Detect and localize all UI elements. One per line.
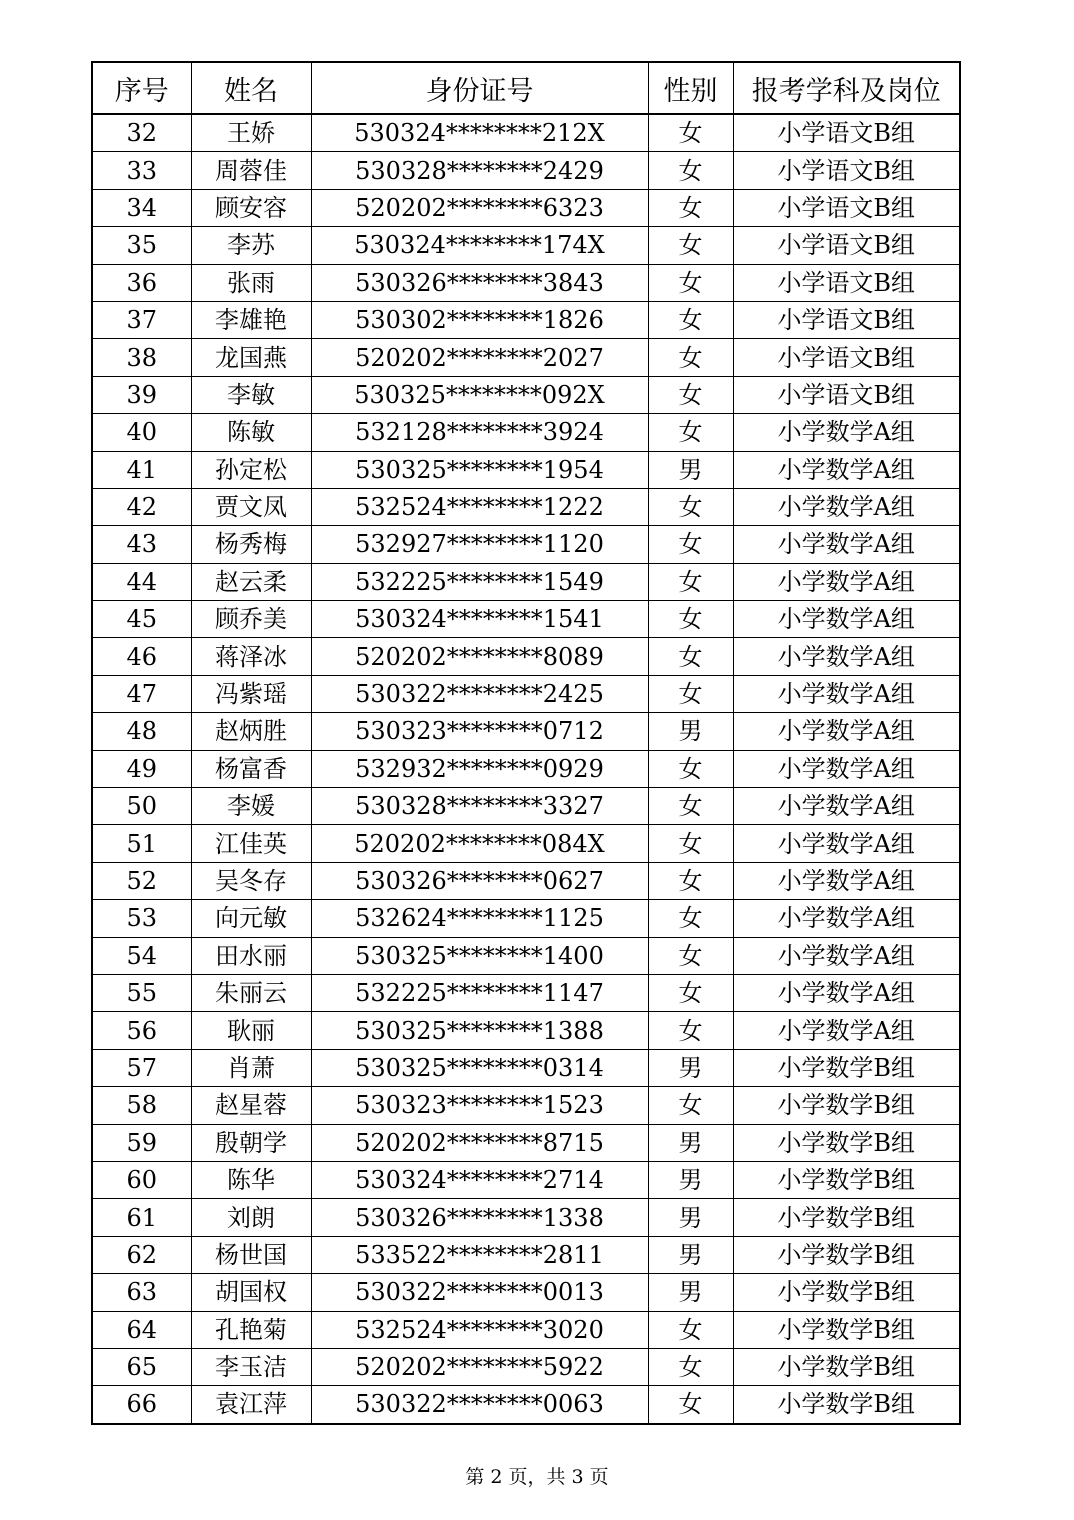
cell-gender: 女 — [648, 1311, 733, 1348]
cell-name: 胡国权 — [191, 1274, 311, 1311]
cell-subject-position: 小学数学B组 — [733, 1124, 960, 1161]
cell-index: 58 — [92, 1087, 191, 1124]
cell-id-number: 530325********1400 — [311, 937, 648, 974]
cell-subject-position: 小学数学B组 — [733, 1348, 960, 1385]
cell-gender: 女 — [648, 301, 733, 338]
cell-index: 63 — [92, 1274, 191, 1311]
cell-gender: 女 — [648, 1012, 733, 1049]
table-row — [92, 1049, 960, 1086]
cell-subject-position: 小学数学B组 — [733, 1161, 960, 1198]
cell-id-number: 530324********212X — [311, 114, 648, 152]
cell-gender: 女 — [648, 189, 733, 226]
cell-index: 52 — [92, 862, 191, 899]
cell-id-number: 520202********8089 — [311, 638, 648, 675]
cell-index: 46 — [92, 638, 191, 675]
cell-subject-position: 小学数学A组 — [733, 601, 960, 638]
cell-index: 53 — [92, 900, 191, 937]
cell-id-number: 520202********8715 — [311, 1124, 648, 1161]
cell-id-number: 530324********174X — [311, 227, 648, 264]
table-row — [92, 189, 960, 226]
table-row — [92, 713, 960, 750]
cell-name: 贾文凤 — [191, 488, 311, 525]
cell-index: 54 — [92, 937, 191, 974]
cell-subject-position: 小学数学A组 — [733, 451, 960, 488]
table-row — [92, 1348, 960, 1385]
cell-index: 44 — [92, 563, 191, 600]
cell-id-number: 532624********1125 — [311, 900, 648, 937]
cell-gender: 女 — [648, 900, 733, 937]
cell-name: 赵云柔 — [191, 563, 311, 600]
cell-name: 肖萧 — [191, 1049, 311, 1086]
cell-name: 陈华 — [191, 1161, 311, 1198]
cell-subject-position: 小学数学A组 — [733, 862, 960, 899]
table-row — [92, 339, 960, 376]
cell-gender: 男 — [648, 1199, 733, 1236]
cell-gender: 女 — [648, 825, 733, 862]
cell-gender: 女 — [648, 526, 733, 563]
table-row — [92, 451, 960, 488]
table-row — [92, 900, 960, 937]
cell-id-number: 530328********3327 — [311, 788, 648, 825]
cell-id-number: 530325********0314 — [311, 1049, 648, 1086]
header-row — [92, 62, 960, 114]
cell-index: 36 — [92, 264, 191, 301]
header-gender: 性别 — [648, 62, 733, 114]
cell-gender: 男 — [648, 713, 733, 750]
cell-id-number: 530323********1523 — [311, 1087, 648, 1124]
cell-subject-position: 小学数学A组 — [733, 488, 960, 525]
cell-id-number: 530322********2425 — [311, 675, 648, 712]
cell-subject-position: 小学语文B组 — [733, 189, 960, 226]
header-subject-position: 报考学科及岗位 — [733, 62, 960, 114]
cell-id-number: 532524********3020 — [311, 1311, 648, 1348]
cell-subject-position: 小学语文B组 — [733, 339, 960, 376]
table-row — [92, 1161, 960, 1198]
cell-index: 47 — [92, 675, 191, 712]
table-row — [92, 152, 960, 189]
table-row — [92, 1311, 960, 1348]
cell-gender: 男 — [648, 1236, 733, 1273]
cell-subject-position: 小学语文B组 — [733, 376, 960, 413]
table-row — [92, 1386, 960, 1424]
cell-name: 李敏 — [191, 376, 311, 413]
cell-gender: 女 — [648, 788, 733, 825]
cell-index: 65 — [92, 1348, 191, 1385]
cell-name: 杨秀梅 — [191, 526, 311, 563]
cell-id-number: 533522********2811 — [311, 1236, 648, 1273]
table-row — [92, 862, 960, 899]
cell-index: 34 — [92, 189, 191, 226]
cell-subject-position: 小学数学A组 — [733, 788, 960, 825]
cell-subject-position: 小学数学A组 — [733, 974, 960, 1011]
cell-name: 田水丽 — [191, 937, 311, 974]
cell-name: 张雨 — [191, 264, 311, 301]
cell-name: 朱丽云 — [191, 974, 311, 1011]
table-row — [92, 974, 960, 1011]
cell-subject-position: 小学语文B组 — [733, 227, 960, 264]
cell-subject-position: 小学数学A组 — [733, 1012, 960, 1049]
cell-index: 56 — [92, 1012, 191, 1049]
cell-name: 顾安容 — [191, 189, 311, 226]
cell-name: 李雄艳 — [191, 301, 311, 338]
cell-name: 赵炳胜 — [191, 713, 311, 750]
cell-name: 杨富香 — [191, 750, 311, 787]
cell-index: 40 — [92, 414, 191, 451]
table-row — [92, 1199, 960, 1236]
cell-gender: 女 — [648, 1087, 733, 1124]
cell-id-number: 520202********2027 — [311, 339, 648, 376]
cell-gender: 男 — [648, 1049, 733, 1086]
cell-gender: 女 — [648, 414, 733, 451]
cell-name: 李玉洁 — [191, 1348, 311, 1385]
cell-index: 48 — [92, 713, 191, 750]
cell-subject-position: 小学数学A组 — [733, 937, 960, 974]
cell-index: 43 — [92, 526, 191, 563]
cell-subject-position: 小学数学B组 — [733, 1199, 960, 1236]
cell-index: 66 — [92, 1386, 191, 1424]
cell-index: 32 — [92, 114, 191, 152]
cell-name: 殷朝学 — [191, 1124, 311, 1161]
cell-index: 50 — [92, 788, 191, 825]
table-row — [92, 488, 960, 525]
cell-index: 37 — [92, 301, 191, 338]
cell-name: 向元敏 — [191, 900, 311, 937]
table-row — [92, 301, 960, 338]
cell-id-number: 530326********0627 — [311, 862, 648, 899]
cell-name: 顾乔美 — [191, 601, 311, 638]
cell-id-number: 520202********084X — [311, 825, 648, 862]
cell-name: 周蓉佳 — [191, 152, 311, 189]
table-row — [92, 937, 960, 974]
cell-subject-position: 小学数学A组 — [733, 825, 960, 862]
table-row — [92, 1124, 960, 1161]
cell-gender: 女 — [648, 638, 733, 675]
cell-gender: 女 — [648, 264, 733, 301]
cell-gender: 女 — [648, 974, 733, 1011]
cell-gender: 男 — [648, 1161, 733, 1198]
page-footer: 第 2 页，共 3 页 — [465, 1466, 609, 1488]
table-row — [92, 1012, 960, 1049]
cell-id-number: 532932********0929 — [311, 750, 648, 787]
cell-id-number: 530326********1338 — [311, 1199, 648, 1236]
cell-gender: 女 — [648, 937, 733, 974]
table-row — [92, 376, 960, 413]
cell-name: 孔艳菊 — [191, 1311, 311, 1348]
cell-gender: 女 — [648, 339, 733, 376]
cell-gender: 女 — [648, 862, 733, 899]
cell-gender: 女 — [648, 563, 733, 600]
cell-subject-position: 小学语文B组 — [733, 114, 960, 152]
cell-index: 62 — [92, 1236, 191, 1273]
cell-name: 蒋泽冰 — [191, 638, 311, 675]
cell-subject-position: 小学语文B组 — [733, 264, 960, 301]
cell-subject-position: 小学数学A组 — [733, 563, 960, 600]
cell-index: 38 — [92, 339, 191, 376]
cell-id-number: 530324********2714 — [311, 1161, 648, 1198]
cell-id-number: 530326********3843 — [311, 264, 648, 301]
cell-name: 陈敏 — [191, 414, 311, 451]
cell-subject-position: 小学数学A组 — [733, 900, 960, 937]
cell-id-number: 530324********1541 — [311, 601, 648, 638]
cell-index: 35 — [92, 227, 191, 264]
cell-gender: 男 — [648, 451, 733, 488]
header-id-number: 身份证号 — [311, 62, 648, 114]
cell-gender: 女 — [648, 601, 733, 638]
cell-gender: 女 — [648, 376, 733, 413]
cell-id-number: 530325********1388 — [311, 1012, 648, 1049]
cell-index: 60 — [92, 1161, 191, 1198]
cell-subject-position: 小学语文B组 — [733, 301, 960, 338]
cell-name: 龙国燕 — [191, 339, 311, 376]
cell-name: 孙定松 — [191, 451, 311, 488]
cell-id-number: 530325********1954 — [311, 451, 648, 488]
cell-name: 吴冬存 — [191, 862, 311, 899]
table-row — [92, 788, 960, 825]
cell-name: 江佳英 — [191, 825, 311, 862]
cell-subject-position: 小学数学A组 — [733, 713, 960, 750]
table-row — [92, 675, 960, 712]
table-row — [92, 638, 960, 675]
cell-name: 杨世国 — [191, 1236, 311, 1273]
cell-index: 33 — [92, 152, 191, 189]
table-row — [92, 414, 960, 451]
table-row — [92, 1274, 960, 1311]
table-row — [92, 1236, 960, 1273]
cell-index: 42 — [92, 488, 191, 525]
header-name: 姓名 — [191, 62, 311, 114]
cell-gender: 女 — [648, 1348, 733, 1385]
cell-gender: 女 — [648, 114, 733, 152]
cell-id-number: 532128********3924 — [311, 414, 648, 451]
cell-subject-position: 小学数学B组 — [733, 1311, 960, 1348]
cell-subject-position: 小学数学A组 — [733, 750, 960, 787]
cell-id-number: 530322********0013 — [311, 1274, 648, 1311]
cell-index: 55 — [92, 974, 191, 1011]
table-row — [92, 825, 960, 862]
table-row — [92, 114, 960, 152]
cell-id-number: 530322********0063 — [311, 1386, 648, 1424]
cell-gender: 女 — [648, 750, 733, 787]
cell-index: 64 — [92, 1311, 191, 1348]
cell-id-number: 530302********1826 — [311, 301, 648, 338]
cell-gender: 女 — [648, 152, 733, 189]
cell-gender: 男 — [648, 1274, 733, 1311]
cell-name: 袁江萍 — [191, 1386, 311, 1424]
cell-id-number: 530323********0712 — [311, 713, 648, 750]
cell-name: 王娇 — [191, 114, 311, 152]
cell-id-number: 532524********1222 — [311, 488, 648, 525]
table-row — [92, 227, 960, 264]
cell-subject-position: 小学数学B组 — [733, 1386, 960, 1424]
cell-name: 耿丽 — [191, 1012, 311, 1049]
cell-name: 冯紫瑶 — [191, 675, 311, 712]
cell-id-number: 520202********5922 — [311, 1348, 648, 1385]
cell-id-number: 532927********1120 — [311, 526, 648, 563]
cell-name: 李苏 — [191, 227, 311, 264]
table-row — [92, 264, 960, 301]
cell-subject-position: 小学数学B组 — [733, 1236, 960, 1273]
cell-subject-position: 小学数学A组 — [733, 414, 960, 451]
cell-id-number: 520202********6323 — [311, 189, 648, 226]
cell-subject-position: 小学数学A组 — [733, 675, 960, 712]
header-index: 序号 — [92, 62, 191, 114]
cell-index: 39 — [92, 376, 191, 413]
table-row — [92, 1087, 960, 1124]
cell-subject-position: 小学数学B组 — [733, 1087, 960, 1124]
cell-gender: 女 — [648, 675, 733, 712]
cell-name: 李媛 — [191, 788, 311, 825]
cell-index: 45 — [92, 601, 191, 638]
table-row — [92, 750, 960, 787]
table-row — [92, 563, 960, 600]
candidate-table — [91, 61, 961, 1425]
table-row — [92, 526, 960, 563]
cell-subject-position: 小学数学B组 — [733, 1049, 960, 1086]
cell-subject-position: 小学数学B组 — [733, 1274, 960, 1311]
table-header — [92, 62, 960, 114]
cell-index: 51 — [92, 825, 191, 862]
table-body — [92, 114, 960, 1424]
cell-index: 61 — [92, 1199, 191, 1236]
table-row — [92, 601, 960, 638]
cell-id-number: 530325********092X — [311, 376, 648, 413]
cell-subject-position: 小学语文B组 — [733, 152, 960, 189]
cell-gender: 男 — [648, 1124, 733, 1161]
cell-gender: 女 — [648, 227, 733, 264]
cell-gender: 女 — [648, 1386, 733, 1424]
cell-id-number: 530328********2429 — [311, 152, 648, 189]
cell-index: 59 — [92, 1124, 191, 1161]
cell-subject-position: 小学数学A组 — [733, 526, 960, 563]
cell-index: 57 — [92, 1049, 191, 1086]
cell-id-number: 532225********1549 — [311, 563, 648, 600]
cell-subject-position: 小学数学A组 — [733, 638, 960, 675]
cell-name: 刘朗 — [191, 1199, 311, 1236]
cell-gender: 女 — [648, 488, 733, 525]
cell-index: 49 — [92, 750, 191, 787]
cell-name: 赵星蓉 — [191, 1087, 311, 1124]
cell-id-number: 532225********1147 — [311, 974, 648, 1011]
cell-index: 41 — [92, 451, 191, 488]
